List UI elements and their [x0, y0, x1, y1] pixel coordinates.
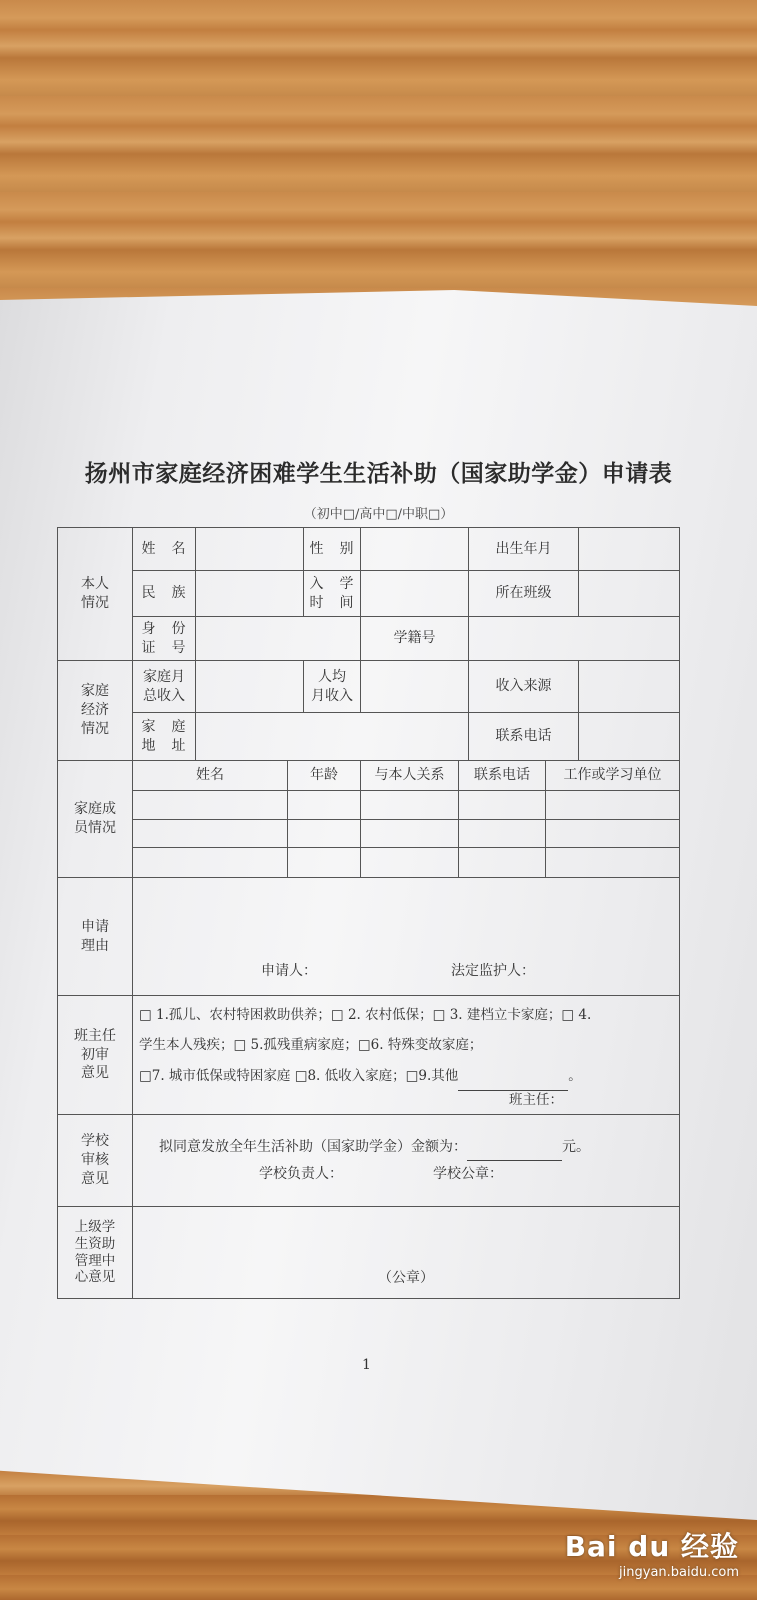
header-member-work: 工作或学习单位 [546, 761, 680, 791]
section-school-review: 学校 审核 意见 [58, 1115, 133, 1207]
label-home-address: 家 庭 地 址 [133, 713, 196, 761]
header-member-name: 姓名 [133, 761, 288, 791]
section-economy: 家庭 经济 情况 [58, 661, 133, 761]
field-class[interactable] [579, 571, 680, 617]
section-upper-review: 上级学 生资助 管理中 心意见 [58, 1207, 133, 1299]
section-family-members: 家庭成 员情况 [58, 761, 133, 878]
amount-blank[interactable] [467, 1146, 562, 1161]
label-applicant: 申请人： [261, 963, 317, 980]
member-row-2-age[interactable] [288, 820, 361, 848]
school-sign-line: 学校负责人： 学校公章： [259, 1165, 503, 1182]
member-row-3-phone[interactable] [459, 848, 546, 878]
page-number: 1 [362, 1357, 371, 1373]
baidu-jingyan-watermark [565, 1525, 739, 1580]
field-ethnicity[interactable] [196, 571, 304, 617]
member-row-1-work[interactable] [546, 791, 680, 820]
section-personal: 本人 情况 [58, 528, 133, 661]
member-row-2-relation[interactable] [361, 820, 459, 848]
label-id-number: 身 份 证 号 [133, 617, 196, 661]
school-amount-line: 拟同意发放全年生活补助（国家助学金）金额为： 元。 [159, 1134, 675, 1161]
teacher-option-line-3: □7. 城市低保或特困家庭 □8. 低收入家庭；□9.其他 。 [139, 1061, 673, 1091]
label-income-source: 收入来源 [469, 661, 579, 713]
field-contact-phone[interactable] [579, 713, 680, 761]
member-row-2-work[interactable] [546, 820, 680, 848]
label-gender: 性 别 [304, 528, 361, 571]
label-name: 姓 名 [133, 528, 196, 571]
header-member-age: 年龄 [288, 761, 361, 791]
section-teacher-review: 班主任 初审 意见 [58, 996, 133, 1115]
member-row-1-age[interactable] [288, 791, 361, 820]
label-ethnicity: 民 族 [133, 571, 196, 617]
field-gender[interactable] [361, 528, 469, 571]
label-per-capita-income: 人均 月收入 [304, 661, 361, 713]
label-class: 所在班级 [469, 571, 579, 617]
field-id-number[interactable] [196, 617, 361, 661]
teacher-option-line-1: □ 1.孤儿、农村特困救助供养；□ 2. 农村低保；□ 3. 建档立卡家庭；□ 4. [139, 1007, 592, 1023]
label-monthly-income: 家庭月 总收入 [133, 661, 196, 713]
label-birth: 出生年月 [469, 528, 579, 571]
member-row-2-phone[interactable] [459, 820, 546, 848]
member-row-3-name[interactable] [133, 848, 288, 878]
application-form-table [57, 527, 680, 1299]
member-row-3-relation[interactable] [361, 848, 459, 878]
field-reason[interactable] [133, 878, 680, 996]
field-monthly-income[interactable] [196, 661, 304, 713]
label-guardian: 法定监护人： [451, 963, 535, 980]
field-name[interactable] [196, 528, 304, 571]
teacher-option-line-2: 学生本人残疾；□ 5.孤残重病家庭；□6. 特殊变故家庭； [139, 1037, 483, 1054]
form-subtitle: （初中□/高中□/中职□） [303, 507, 454, 522]
field-home-address[interactable] [196, 713, 469, 761]
label-head-teacher: 班主任： [509, 1092, 563, 1109]
label-enroll-time: 入 学 时 间 [304, 571, 361, 617]
header-member-phone: 联系电话 [459, 761, 546, 791]
member-row-3-age[interactable] [288, 848, 361, 878]
label-student-number: 学籍号 [361, 617, 469, 661]
field-per-capita-income[interactable] [361, 661, 469, 713]
member-row-1-name[interactable] [133, 791, 288, 820]
field-enroll-time[interactable] [361, 571, 469, 617]
header-member-relation: 与本人关系 [361, 761, 459, 791]
field-student-number[interactable] [469, 617, 680, 661]
baidu-logo: Bai du 经验 [564, 1530, 739, 1563]
member-row-1-relation[interactable] [361, 791, 459, 820]
member-row-3-work[interactable] [546, 848, 680, 878]
form-title: 扬州市家庭经济困难学生生活补助（国家助学金）申请表 [84, 460, 673, 487]
teacher-review-options[interactable] [133, 996, 680, 1115]
field-income-source[interactable] [579, 661, 680, 713]
label-contact-phone: 联系电话 [469, 713, 579, 761]
member-row-1-phone[interactable] [459, 791, 546, 820]
upper-review-content[interactable] [133, 1207, 680, 1299]
school-review-content[interactable] [133, 1115, 680, 1207]
section-reason: 申请 理由 [58, 878, 133, 996]
other-blank[interactable] [458, 1076, 568, 1091]
member-row-2-name[interactable] [133, 820, 288, 848]
official-seal-label: （公章） [378, 1270, 434, 1287]
field-birth[interactable] [579, 528, 680, 571]
watermark-url: jingyan.baidu.com [619, 1565, 739, 1580]
